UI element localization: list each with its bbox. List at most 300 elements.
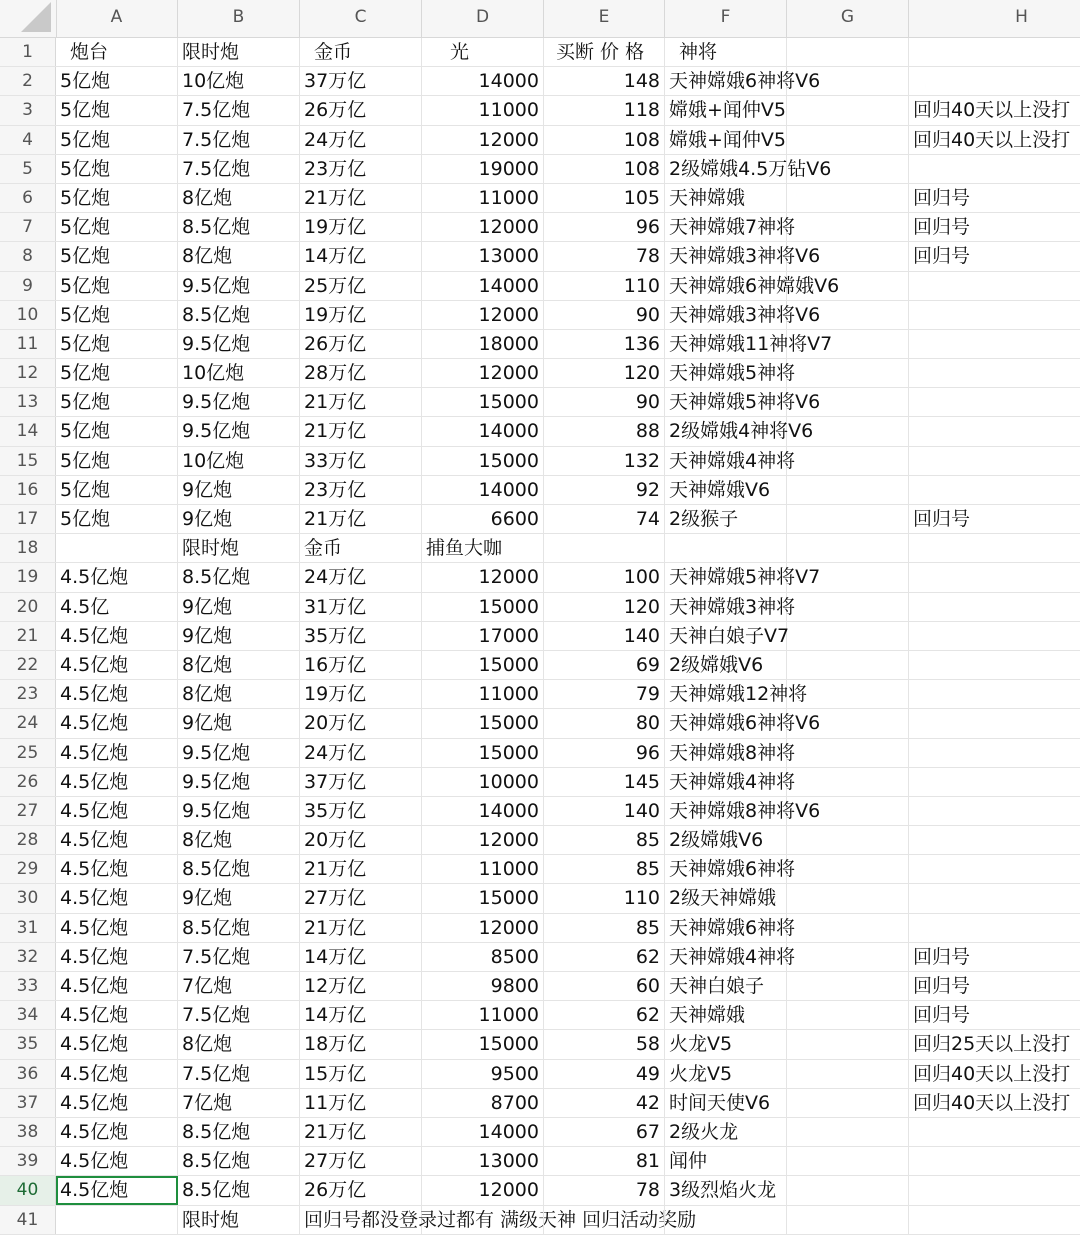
cell-h41[interactable] (909, 1206, 1080, 1234)
cell-c7[interactable]: 19万亿 (300, 213, 422, 241)
cell-e5[interactable]: 108 (544, 155, 665, 183)
cell-d34[interactable]: 11000 (422, 1001, 544, 1029)
cell-e31[interactable]: 85 (544, 914, 665, 942)
cell-h31[interactable] (909, 914, 1080, 942)
cell-e39[interactable]: 81 (544, 1147, 665, 1175)
cell-e35[interactable]: 58 (544, 1030, 665, 1058)
cell-d30[interactable]: 15000 (422, 884, 544, 912)
cell-b28[interactable]: 8亿炮 (178, 826, 300, 854)
cell-e10[interactable]: 90 (544, 301, 665, 329)
cell-c35[interactable]: 18万亿 (300, 1030, 422, 1058)
cell-g15[interactable] (787, 447, 909, 475)
row-header[interactable]: 3 (0, 96, 56, 124)
cell-f8[interactable]: 天神嫦娥3神将V6 (665, 242, 787, 270)
column-header-e[interactable]: E (544, 0, 665, 37)
cell-h29[interactable] (909, 855, 1080, 883)
cell-e16[interactable]: 92 (544, 476, 665, 504)
cell-b32[interactable]: 7.5亿炮 (178, 943, 300, 971)
cell-h9[interactable] (909, 272, 1080, 300)
row-header[interactable]: 34 (0, 1001, 56, 1029)
cell-h4[interactable]: 回归40天以上没打 (909, 126, 1080, 154)
cell-g30[interactable] (787, 884, 909, 912)
cell-h37[interactable]: 回归40天以上没打 (909, 1089, 1080, 1117)
cell-b30[interactable]: 9亿炮 (178, 884, 300, 912)
row-header[interactable]: 23 (0, 680, 56, 708)
cell-g35[interactable] (787, 1030, 909, 1058)
cell-h19[interactable] (909, 563, 1080, 591)
row-header[interactable]: 14 (0, 417, 56, 445)
cell-g22[interactable] (787, 651, 909, 679)
cell-d6[interactable]: 11000 (422, 184, 544, 212)
row-header[interactable]: 4 (0, 126, 56, 154)
cell-f41[interactable] (665, 1206, 787, 1234)
cell-c15[interactable]: 33万亿 (300, 447, 422, 475)
cell-d24[interactable]: 15000 (422, 709, 544, 737)
cell-c3[interactable]: 26万亿 (300, 96, 422, 124)
cell-f5[interactable]: 2级嫦娥4.5万钻V6 (665, 155, 787, 183)
cell-g14[interactable] (787, 417, 909, 445)
cell-c4[interactable]: 24万亿 (300, 126, 422, 154)
cell-e6[interactable]: 105 (544, 184, 665, 212)
cell-c31[interactable]: 21万亿 (300, 914, 422, 942)
cell-c17[interactable]: 21万亿 (300, 505, 422, 533)
cell-g37[interactable] (787, 1089, 909, 1117)
cell-c5[interactable]: 23万亿 (300, 155, 422, 183)
cell-h30[interactable] (909, 884, 1080, 912)
cell-a10[interactable]: 5亿炮 (56, 301, 178, 329)
row-header[interactable]: 28 (0, 826, 56, 854)
row-header[interactable]: 1 (0, 38, 56, 66)
column-header-g[interactable]: G (787, 0, 909, 37)
cell-d22[interactable]: 15000 (422, 651, 544, 679)
cell-h16[interactable] (909, 476, 1080, 504)
cell-a29[interactable]: 4.5亿炮 (56, 855, 178, 883)
cell-c40[interactable]: 26万亿 (300, 1176, 422, 1204)
cell-g7[interactable] (787, 213, 909, 241)
cell-f28[interactable]: 2级嫦娥V6 (665, 826, 787, 854)
cell-c10[interactable]: 19万亿 (300, 301, 422, 329)
cell-c20[interactable]: 31万亿 (300, 593, 422, 621)
cell-g11[interactable] (787, 330, 909, 358)
cell-g9[interactable] (787, 272, 909, 300)
cell-e14[interactable]: 88 (544, 417, 665, 445)
cell-d1[interactable]: 光 (422, 38, 544, 66)
cell-h23[interactable] (909, 680, 1080, 708)
select-all-corner[interactable] (0, 0, 57, 37)
cell-f31[interactable]: 天神嫦娥6神将 (665, 914, 787, 942)
column-header-d[interactable]: D (422, 0, 544, 37)
cell-g2[interactable] (787, 67, 909, 95)
cell-h11[interactable] (909, 330, 1080, 358)
row-header[interactable]: 32 (0, 943, 56, 971)
cell-a32[interactable]: 4.5亿炮 (56, 943, 178, 971)
row-header[interactable]: 16 (0, 476, 56, 504)
cell-e33[interactable]: 60 (544, 972, 665, 1000)
column-header-h[interactable]: H (909, 0, 1080, 37)
cell-c9[interactable]: 25万亿 (300, 272, 422, 300)
cell-c1[interactable]: 金币 (300, 38, 422, 66)
row-header[interactable]: 19 (0, 563, 56, 591)
cell-d14[interactable]: 14000 (422, 417, 544, 445)
cell-f10[interactable]: 天神嫦娥3神将V6 (665, 301, 787, 329)
cell-f2[interactable]: 天神嫦娥6神将V6 (665, 67, 787, 95)
cell-a34[interactable]: 4.5亿炮 (56, 1001, 178, 1029)
cell-a17[interactable]: 5亿炮 (56, 505, 178, 533)
cell-g28[interactable] (787, 826, 909, 854)
cell-b22[interactable]: 8亿炮 (178, 651, 300, 679)
row-header[interactable]: 27 (0, 797, 56, 825)
cell-f13[interactable]: 天神嫦娥5神将V6 (665, 388, 787, 416)
cell-f29[interactable]: 天神嫦娥6神将 (665, 855, 787, 883)
cell-b27[interactable]: 9.5亿炮 (178, 797, 300, 825)
cell-h18[interactable] (909, 534, 1080, 562)
cell-e11[interactable]: 136 (544, 330, 665, 358)
cell-c39[interactable]: 27万亿 (300, 1147, 422, 1175)
cell-g16[interactable] (787, 476, 909, 504)
row-header[interactable]: 26 (0, 768, 56, 796)
column-header-c[interactable]: C (300, 0, 422, 37)
cell-h10[interactable] (909, 301, 1080, 329)
cell-g36[interactable] (787, 1060, 909, 1088)
cell-b18[interactable]: 限时炮 (178, 534, 300, 562)
cell-g17[interactable] (787, 505, 909, 533)
cell-a7[interactable]: 5亿炮 (56, 213, 178, 241)
cell-e28[interactable]: 85 (544, 826, 665, 854)
cell-c2[interactable]: 37万亿 (300, 67, 422, 95)
cell-h36[interactable]: 回归40天以上没打 (909, 1060, 1080, 1088)
cell-g1[interactable] (787, 38, 909, 66)
cell-h34[interactable]: 回归号 (909, 1001, 1080, 1029)
cell-a8[interactable]: 5亿炮 (56, 242, 178, 270)
cell-e32[interactable]: 62 (544, 943, 665, 971)
cell-h2[interactable] (909, 67, 1080, 95)
cell-b10[interactable]: 8.5亿炮 (178, 301, 300, 329)
cell-a24[interactable]: 4.5亿炮 (56, 709, 178, 737)
cell-c28[interactable]: 20万亿 (300, 826, 422, 854)
cell-c23[interactable]: 19万亿 (300, 680, 422, 708)
cell-b25[interactable]: 9.5亿炮 (178, 739, 300, 767)
cell-a37[interactable]: 4.5亿炮 (56, 1089, 178, 1117)
row-header[interactable]: 22 (0, 651, 56, 679)
cell-h40[interactable] (909, 1176, 1080, 1204)
cell-f34[interactable]: 天神嫦娥 (665, 1001, 787, 1029)
cell-b26[interactable]: 9.5亿炮 (178, 768, 300, 796)
row-header[interactable]: 17 (0, 505, 56, 533)
cell-b20[interactable]: 9亿炮 (178, 593, 300, 621)
cell-d32[interactable]: 8500 (422, 943, 544, 971)
cell-e18[interactable] (544, 534, 665, 562)
cell-a31[interactable]: 4.5亿炮 (56, 914, 178, 942)
cell-f32[interactable]: 天神嫦娥4神将 (665, 943, 787, 971)
cell-a33[interactable]: 4.5亿炮 (56, 972, 178, 1000)
cell-d27[interactable]: 14000 (422, 797, 544, 825)
cell-e20[interactable]: 120 (544, 593, 665, 621)
cell-g25[interactable] (787, 739, 909, 767)
cell-c38[interactable]: 21万亿 (300, 1118, 422, 1146)
cell-f4[interactable]: 嫦娥+闻仲V5 (665, 126, 787, 154)
cell-a14[interactable]: 5亿炮 (56, 417, 178, 445)
row-header[interactable]: 37 (0, 1089, 56, 1117)
cell-b4[interactable]: 7.5亿炮 (178, 126, 300, 154)
cell-f22[interactable]: 2级嫦娥V6 (665, 651, 787, 679)
cell-d4[interactable]: 12000 (422, 126, 544, 154)
row-header[interactable]: 15 (0, 447, 56, 475)
cell-f25[interactable]: 天神嫦娥8神将 (665, 739, 787, 767)
cell-g20[interactable] (787, 593, 909, 621)
cell-e41[interactable] (544, 1206, 665, 1234)
cell-f17[interactable]: 2级猴子 (665, 505, 787, 533)
cell-e2[interactable]: 148 (544, 67, 665, 95)
cell-h21[interactable] (909, 622, 1080, 650)
cell-a25[interactable]: 4.5亿炮 (56, 739, 178, 767)
cell-d39[interactable]: 13000 (422, 1147, 544, 1175)
cell-g38[interactable] (787, 1118, 909, 1146)
cell-g40[interactable] (787, 1176, 909, 1204)
cell-c29[interactable]: 21万亿 (300, 855, 422, 883)
cell-d18[interactable]: 捕鱼大咖 (422, 534, 544, 562)
cell-a4[interactable]: 5亿炮 (56, 126, 178, 154)
cell-a19[interactable]: 4.5亿炮 (56, 563, 178, 591)
cell-f19[interactable]: 天神嫦娥5神将V7 (665, 563, 787, 591)
cell-h38[interactable] (909, 1118, 1080, 1146)
cell-f21[interactable]: 天神白娘子V7 (665, 622, 787, 650)
cell-d10[interactable]: 12000 (422, 301, 544, 329)
row-header[interactable]: 24 (0, 709, 56, 737)
cell-g39[interactable] (787, 1147, 909, 1175)
cell-a41[interactable] (56, 1206, 178, 1234)
cell-e19[interactable]: 100 (544, 563, 665, 591)
cell-d2[interactable]: 14000 (422, 67, 544, 95)
cell-a16[interactable]: 5亿炮 (56, 476, 178, 504)
cell-c41[interactable]: 回归号都没登录过都有 满级天神 回归活动奖励 (300, 1206, 422, 1234)
cell-c13[interactable]: 21万亿 (300, 388, 422, 416)
cell-g31[interactable] (787, 914, 909, 942)
cell-b37[interactable]: 7亿炮 (178, 1089, 300, 1117)
cell-b9[interactable]: 9.5亿炮 (178, 272, 300, 300)
cell-a15[interactable]: 5亿炮 (56, 447, 178, 475)
cell-h24[interactable] (909, 709, 1080, 737)
cell-e4[interactable]: 108 (544, 126, 665, 154)
cell-h13[interactable] (909, 388, 1080, 416)
cell-g18[interactable] (787, 534, 909, 562)
cell-b7[interactable]: 8.5亿炮 (178, 213, 300, 241)
cell-b34[interactable]: 7.5亿炮 (178, 1001, 300, 1029)
cell-f26[interactable]: 天神嫦娥4神将 (665, 768, 787, 796)
cell-f9[interactable]: 天神嫦娥6神嫦娥V6 (665, 272, 787, 300)
cell-c26[interactable]: 37万亿 (300, 768, 422, 796)
row-header[interactable]: 41 (0, 1206, 56, 1234)
cell-d19[interactable]: 12000 (422, 563, 544, 591)
cell-f40[interactable]: 3级烈焰火龙 (665, 1176, 787, 1204)
cell-g19[interactable] (787, 563, 909, 591)
cell-b21[interactable]: 9亿炮 (178, 622, 300, 650)
cell-f23[interactable]: 天神嫦娥12神将 (665, 680, 787, 708)
cell-c8[interactable]: 14万亿 (300, 242, 422, 270)
cell-f33[interactable]: 天神白娘子 (665, 972, 787, 1000)
cell-e37[interactable]: 42 (544, 1089, 665, 1117)
cell-b36[interactable]: 7.5亿炮 (178, 1060, 300, 1088)
cell-e9[interactable]: 110 (544, 272, 665, 300)
cell-c11[interactable]: 26万亿 (300, 330, 422, 358)
cell-a20[interactable]: 4.5亿 (56, 593, 178, 621)
cell-h17[interactable]: 回归号 (909, 505, 1080, 533)
cell-b8[interactable]: 8亿炮 (178, 242, 300, 270)
cell-c6[interactable]: 21万亿 (300, 184, 422, 212)
cell-a5[interactable]: 5亿炮 (56, 155, 178, 183)
cell-a23[interactable]: 4.5亿炮 (56, 680, 178, 708)
cell-e15[interactable]: 132 (544, 447, 665, 475)
cell-a27[interactable]: 4.5亿炮 (56, 797, 178, 825)
cell-d37[interactable]: 8700 (422, 1089, 544, 1117)
cell-b2[interactable]: 10亿炮 (178, 67, 300, 95)
cell-d17[interactable]: 6600 (422, 505, 544, 533)
cell-b31[interactable]: 8.5亿炮 (178, 914, 300, 942)
cell-a13[interactable]: 5亿炮 (56, 388, 178, 416)
cell-b14[interactable]: 9.5亿炮 (178, 417, 300, 445)
cell-b29[interactable]: 8.5亿炮 (178, 855, 300, 883)
cell-g32[interactable] (787, 943, 909, 971)
cell-c25[interactable]: 24万亿 (300, 739, 422, 767)
cell-b13[interactable]: 9.5亿炮 (178, 388, 300, 416)
cell-a28[interactable]: 4.5亿炮 (56, 826, 178, 854)
cell-d38[interactable]: 14000 (422, 1118, 544, 1146)
row-header[interactable]: 18 (0, 534, 56, 562)
cell-a36[interactable]: 4.5亿炮 (56, 1060, 178, 1088)
cell-f15[interactable]: 天神嫦娥4神将 (665, 447, 787, 475)
cell-h28[interactable] (909, 826, 1080, 854)
cell-e38[interactable]: 67 (544, 1118, 665, 1146)
row-header[interactable]: 12 (0, 359, 56, 387)
cell-c18[interactable]: 金币 (300, 534, 422, 562)
cell-d5[interactable]: 19000 (422, 155, 544, 183)
row-header[interactable]: 30 (0, 884, 56, 912)
cell-f11[interactable]: 天神嫦娥11神将V7 (665, 330, 787, 358)
row-header[interactable]: 9 (0, 272, 56, 300)
cell-b5[interactable]: 7.5亿炮 (178, 155, 300, 183)
cell-a11[interactable]: 5亿炮 (56, 330, 178, 358)
cell-d25[interactable]: 15000 (422, 739, 544, 767)
cell-g29[interactable] (787, 855, 909, 883)
cell-a35[interactable]: 4.5亿炮 (56, 1030, 178, 1058)
cell-d12[interactable]: 12000 (422, 359, 544, 387)
cell-e34[interactable]: 62 (544, 1001, 665, 1029)
cell-b12[interactable]: 10亿炮 (178, 359, 300, 387)
cell-d26[interactable]: 10000 (422, 768, 544, 796)
cell-a6[interactable]: 5亿炮 (56, 184, 178, 212)
cell-d8[interactable]: 13000 (422, 242, 544, 270)
cell-d36[interactable]: 9500 (422, 1060, 544, 1088)
row-header[interactable]: 33 (0, 972, 56, 1000)
row-header[interactable]: 40 (0, 1176, 56, 1204)
column-header-a[interactable]: A (56, 0, 178, 37)
cell-f36[interactable]: 火龙V5 (665, 1060, 787, 1088)
cell-e1[interactable]: 买断 价 格 (544, 38, 665, 66)
cell-d41[interactable] (422, 1206, 544, 1234)
cell-h39[interactable] (909, 1147, 1080, 1175)
cell-g4[interactable] (787, 126, 909, 154)
cell-a2[interactable]: 5亿炮 (56, 67, 178, 95)
cell-a1[interactable]: 炮台 (56, 38, 178, 66)
cell-a3[interactable]: 5亿炮 (56, 96, 178, 124)
row-header[interactable]: 8 (0, 242, 56, 270)
cell-g33[interactable] (787, 972, 909, 1000)
cell-h1[interactable] (909, 38, 1080, 66)
cell-d9[interactable]: 14000 (422, 272, 544, 300)
cell-f3[interactable]: 嫦娥+闻仲V5 (665, 96, 787, 124)
row-header[interactable]: 6 (0, 184, 56, 212)
cell-h14[interactable] (909, 417, 1080, 445)
cell-h6[interactable]: 回归号 (909, 184, 1080, 212)
cell-g12[interactable] (787, 359, 909, 387)
row-header[interactable]: 13 (0, 388, 56, 416)
cell-c37[interactable]: 11万亿 (300, 1089, 422, 1117)
cell-c19[interactable]: 24万亿 (300, 563, 422, 591)
row-header[interactable]: 39 (0, 1147, 56, 1175)
cell-f18[interactable] (665, 534, 787, 562)
cell-h7[interactable]: 回归号 (909, 213, 1080, 241)
row-header[interactable]: 36 (0, 1060, 56, 1088)
cell-f16[interactable]: 天神嫦娥V6 (665, 476, 787, 504)
cell-c22[interactable]: 16万亿 (300, 651, 422, 679)
cell-h26[interactable] (909, 768, 1080, 796)
cell-e27[interactable]: 140 (544, 797, 665, 825)
cell-e17[interactable]: 74 (544, 505, 665, 533)
cell-d23[interactable]: 11000 (422, 680, 544, 708)
cell-c36[interactable]: 15万亿 (300, 1060, 422, 1088)
cell-e26[interactable]: 145 (544, 768, 665, 796)
cell-e21[interactable]: 140 (544, 622, 665, 650)
cell-f12[interactable]: 天神嫦娥5神将 (665, 359, 787, 387)
cell-d15[interactable]: 15000 (422, 447, 544, 475)
cell-g5[interactable] (787, 155, 909, 183)
cell-e30[interactable]: 110 (544, 884, 665, 912)
cell-c12[interactable]: 28万亿 (300, 359, 422, 387)
cell-b41[interactable]: 限时炮 (178, 1206, 300, 1234)
cell-d7[interactable]: 12000 (422, 213, 544, 241)
cell-b40[interactable]: 8.5亿炮 (178, 1176, 300, 1204)
cell-a22[interactable]: 4.5亿炮 (56, 651, 178, 679)
cell-h5[interactable] (909, 155, 1080, 183)
cell-d20[interactable]: 15000 (422, 593, 544, 621)
cell-g3[interactable] (787, 96, 909, 124)
row-header[interactable]: 20 (0, 593, 56, 621)
cell-b35[interactable]: 8亿炮 (178, 1030, 300, 1058)
cell-c32[interactable]: 14万亿 (300, 943, 422, 971)
cell-d40[interactable]: 12000 (422, 1176, 544, 1204)
cell-b33[interactable]: 7亿炮 (178, 972, 300, 1000)
cell-a26[interactable]: 4.5亿炮 (56, 768, 178, 796)
cell-c34[interactable]: 14万亿 (300, 1001, 422, 1029)
cell-d21[interactable]: 17000 (422, 622, 544, 650)
cell-a30[interactable]: 4.5亿炮 (56, 884, 178, 912)
cell-e8[interactable]: 78 (544, 242, 665, 270)
cell-g26[interactable] (787, 768, 909, 796)
cell-f37[interactable]: 时间天使V6 (665, 1089, 787, 1117)
cell-e7[interactable]: 96 (544, 213, 665, 241)
row-header[interactable]: 25 (0, 739, 56, 767)
cell-a40[interactable]: 4.5亿炮 (56, 1176, 178, 1204)
cell-d33[interactable]: 9800 (422, 972, 544, 1000)
cell-a18[interactable] (56, 534, 178, 562)
cell-c21[interactable]: 35万亿 (300, 622, 422, 650)
row-header[interactable]: 38 (0, 1118, 56, 1146)
row-header[interactable]: 21 (0, 622, 56, 650)
cell-h32[interactable]: 回归号 (909, 943, 1080, 971)
cell-g13[interactable] (787, 388, 909, 416)
cell-d29[interactable]: 11000 (422, 855, 544, 883)
cell-d16[interactable]: 14000 (422, 476, 544, 504)
cell-g24[interactable] (787, 709, 909, 737)
